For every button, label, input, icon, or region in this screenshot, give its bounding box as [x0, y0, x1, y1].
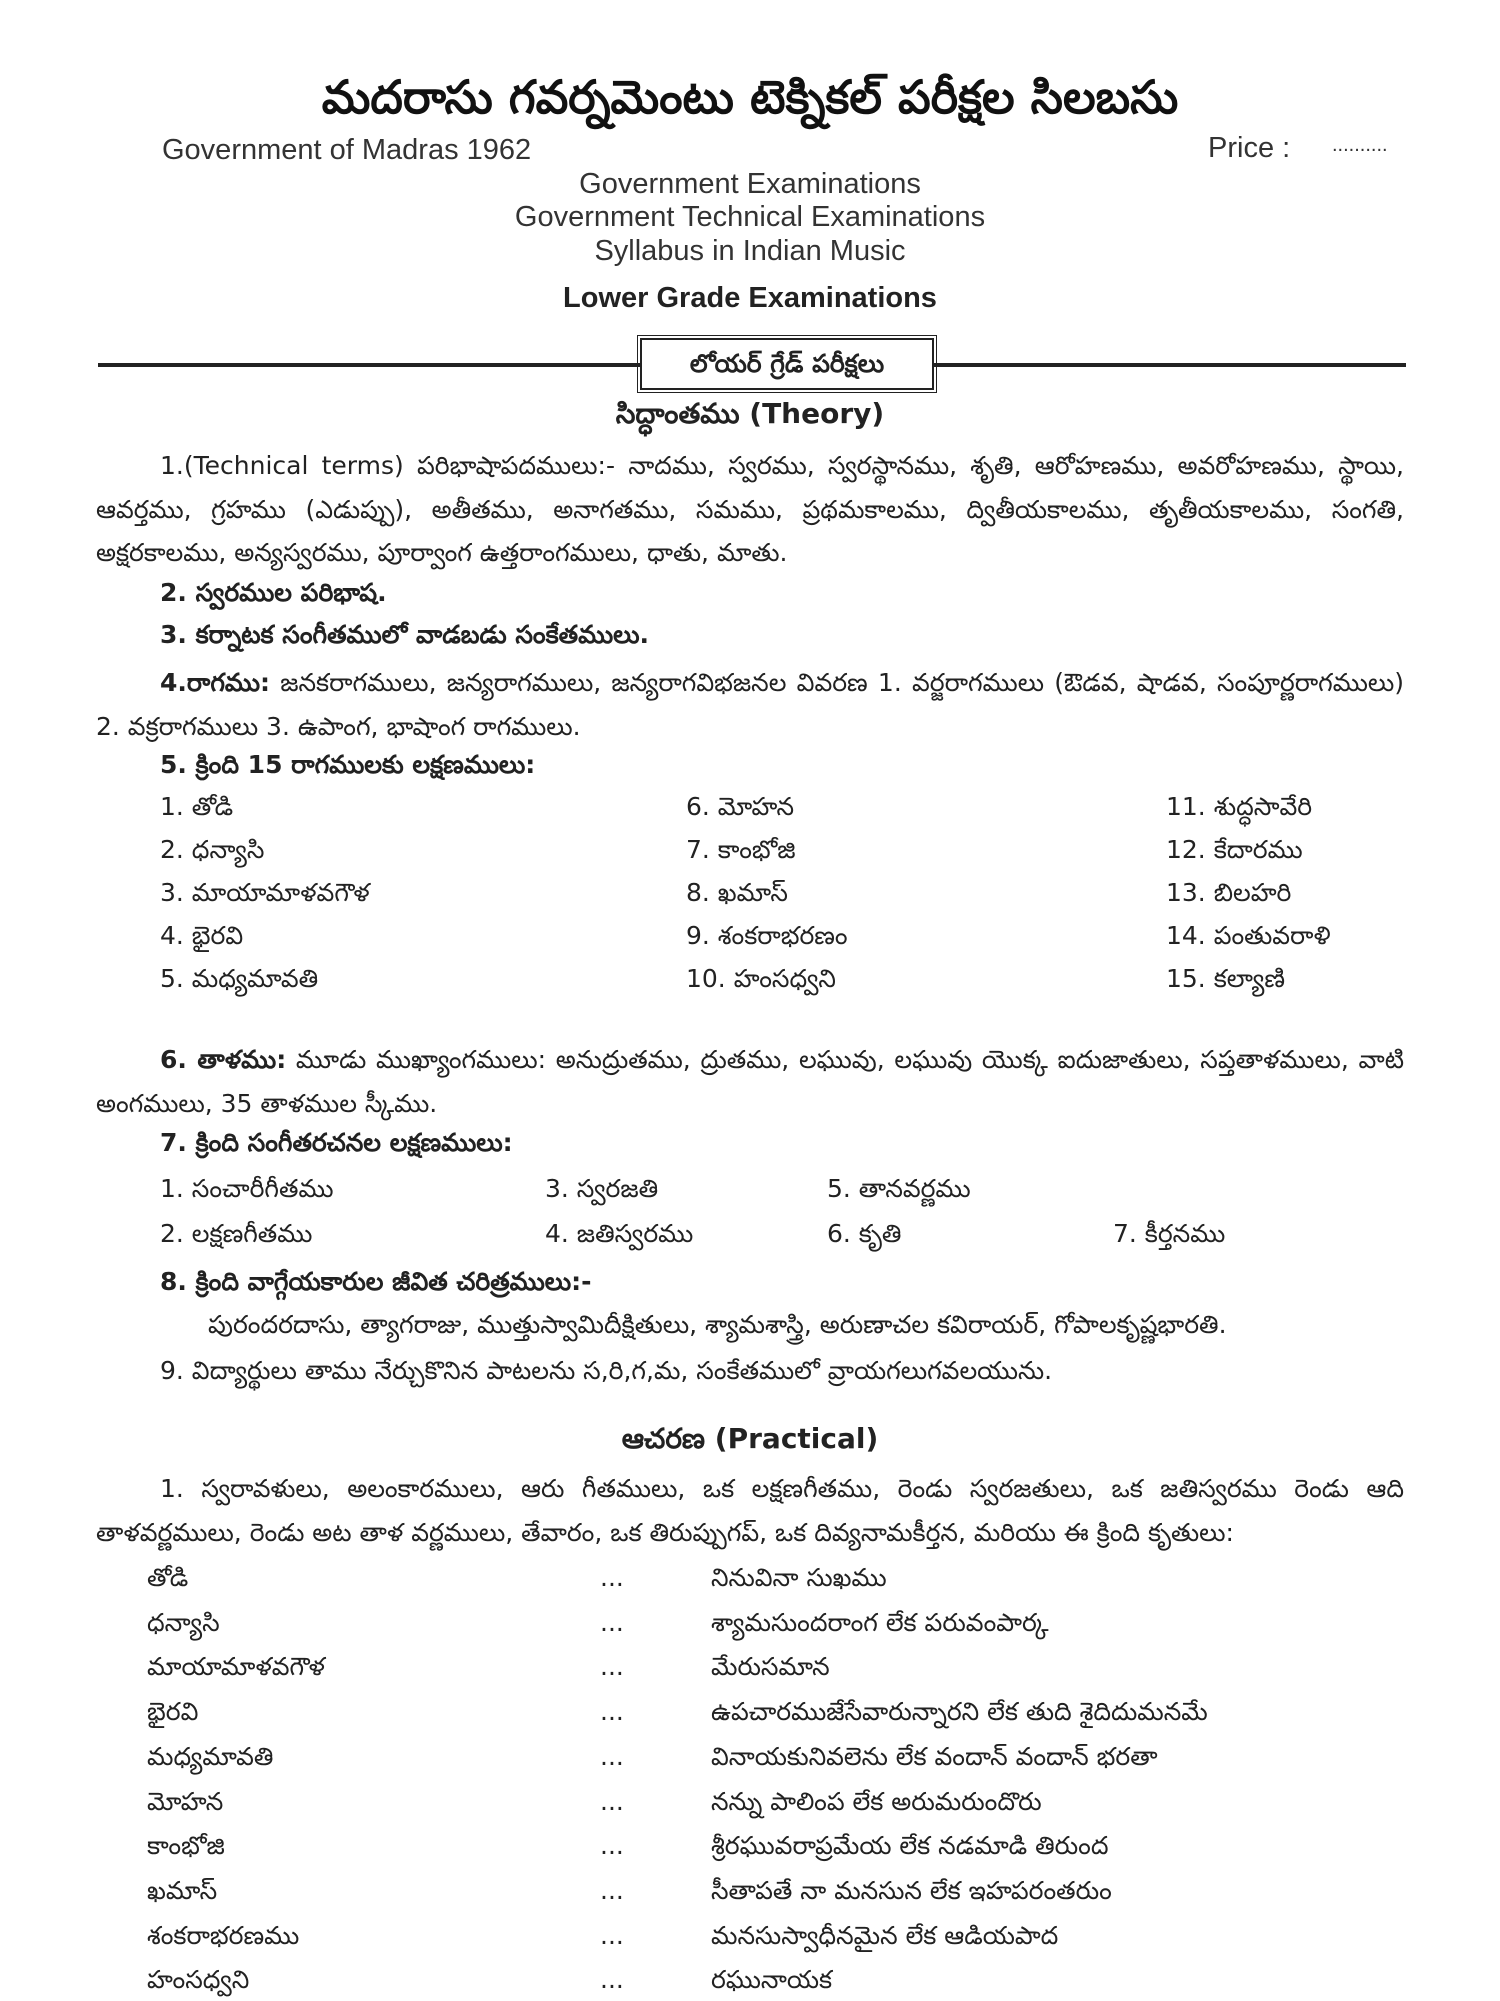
- song-title: మనసుస్వాధీనమైన లేక ఆడియపాద: [711, 1920, 1059, 1950]
- subtitle-1: Government Examinations: [579, 168, 921, 200]
- raga-item: 15. కల్యాణి: [1166, 964, 1286, 993]
- raga-item: 4. భైరవి: [160, 921, 244, 950]
- separator-dots: ...: [600, 1741, 624, 1771]
- song-title: నన్ను పాలింప లేక అరుమరుందొరు: [711, 1786, 1042, 1816]
- raga-item: 11. శుద్ధసావేరి: [1166, 792, 1313, 821]
- item-4-label: 4.రాగము:: [160, 668, 270, 697]
- grade-heading: Lower Grade Examinations: [563, 282, 937, 314]
- song-title: రఘునాయక: [711, 1965, 833, 1995]
- song-title: మేరుసమాన: [711, 1652, 830, 1682]
- subtitle-2: Government Technical Examinations: [514, 201, 986, 233]
- composition-item: 6. కృతి: [827, 1219, 902, 1248]
- raga-item: 3. మాయామాళవగౌళ: [160, 878, 370, 907]
- subtitle-3: Syllabus in Indian Music: [594, 235, 906, 267]
- page-title: మదరాసు గవర్నమెంటు టెక్నికల్ పరీక్షల సిలబసు: [321, 70, 1179, 124]
- item-4-text: జనకరాగములు, జన్యరాగములు, జన్యరాగవిభజనల వివరణ 1. వర్జరాగములు (ఔడవ, షాడవ, సంపూర్ణరాగములు) 2. వక్రరాగములు 3. ఉపాంగ, భాషాంగ రాగములు.: [96, 668, 1404, 741]
- theory-item-5: 5. క్రింది 15 రాగములకు లక్షణములు:: [160, 750, 536, 779]
- composition-item: 2. లక్షణగీతము: [160, 1219, 313, 1248]
- separator-dots: ...: [600, 1831, 624, 1861]
- separator-dots: ...: [600, 1875, 624, 1905]
- song-title: వినాయకునివలెను లేక వందాన్ వందాన్ భరతా: [711, 1741, 1158, 1771]
- song-title: శ్రీరఘువరాప్రమేయ లేక నడమాడి తిరుంద: [711, 1831, 1109, 1861]
- composition-item: 5. తానవర్ణము: [827, 1174, 971, 1203]
- song-raga: ఖమాస్: [147, 1875, 218, 1905]
- song-title: శ్యామసుందరాంగ లేక పరువంపార్క: [711, 1607, 1049, 1637]
- separator-dots: ...: [600, 1697, 624, 1727]
- theory-item-4: [96, 661, 1404, 748]
- raga-item: 5. మధ్యమావతి: [160, 964, 319, 993]
- song-raga: శంకరాభరణము: [147, 1920, 300, 1950]
- theory-item-8: 8. క్రింది వాగ్గేయకారుల జీవిత చరిత్రములు:-: [160, 1267, 592, 1296]
- song-raga: భైరవి: [147, 1697, 199, 1727]
- boxed-heading: లోయర్ గ్రేడ్ పరీక్షలు: [640, 338, 934, 390]
- separator-dots: ...: [600, 1607, 624, 1637]
- raga-item: 14. పంతువరాళి: [1166, 921, 1331, 950]
- divider-right: [930, 363, 1406, 367]
- government-label: Government of Madras 1962: [162, 134, 532, 166]
- song-raga: మోహన: [147, 1786, 224, 1816]
- composition-item: 1. సంచారీగీతము: [160, 1174, 334, 1203]
- song-raga: హంసధ్వని: [147, 1965, 250, 1995]
- song-raga: మధ్యమావతి: [147, 1741, 274, 1771]
- practical-heading: ఆచరణ (Practical): [621, 1422, 879, 1455]
- song-title: సీతాపతే నా మనసున లేక ఇహపరంతరుం: [711, 1875, 1112, 1905]
- practical-item-1: 1. స్వరావళులు, అలంకారములు, ఆరు గీతములు, ఒక లక్షణగీతము, రెండు స్వరజతులు, ఒక జతిస్వరము రెండు ఆది తాళవర్ణములు, రెండు అట తాళ వర్ణములు, తేవారం, ఒక తిరుప్పుగప్, ఒక దివ్యనామకీర్తన, మరియు ఈ క్రింది కృతులు:: [96, 1474, 1404, 1547]
- composition-item: 3. స్వరజతి: [545, 1174, 659, 1203]
- song-title: నినువినా సుఖము: [711, 1563, 887, 1592]
- song-raga: కాంభోజి: [147, 1831, 225, 1861]
- item-6-text: మూడు ముఖ్యాంగములు: అనుద్రుతము, ద్రుతము, లఘువు, లఘువు యొక్క ఐదుజాతులు, సప్తతాళములు, వాటి అంగములు, 35 తాళముల స్కీము.: [96, 1045, 1404, 1118]
- song-title: ఉపచారముజేసేవారున్నారని లేక తుది శైదిదుమనమే: [711, 1697, 1208, 1727]
- theory-item-6: [96, 1038, 1404, 1125]
- price-label: Price :: [1208, 132, 1291, 164]
- theory-item-9: 9. విద్యార్థులు తాము నేర్చుకొనిన పాటలను స,రి,గ,మ, సంకేతములో వ్రాయగలుగవలయును.: [160, 1356, 1053, 1385]
- raga-item: 13. బిలహరి: [1166, 878, 1292, 907]
- raga-item: 10. హంసధ్వని: [686, 964, 836, 993]
- divider-left: [98, 363, 643, 367]
- separator-dots: ...: [600, 1652, 624, 1682]
- theory-item-2: 2. స్వరముల పరిభాష.: [160, 578, 387, 607]
- composition-item: 7. కీర్తనము: [1113, 1219, 1226, 1248]
- raga-item: 9. శంకరాభరణం: [686, 921, 848, 950]
- theory-item-1: 1.(Technical terms) పరిభాషాపదములు:- నాదము, స్వరము, స్వరస్థానము, శృతి, ఆరోహణము, అవరోహణము, స్థాయి, ఆవర్తము, గ్రహము (ఎడుప్పు), అతీతము, అనాగతము, సమము, ప్రథమకాలము, ద్వితీయకాలము, తృతీయకాలము, సంగతి, అక్షరకాలము, అన్యస్వరము, పూర్వాంగ ఉత్తరాంగములు, ధాతు, మాతు.: [96, 451, 1404, 567]
- song-raga: తోడి: [147, 1563, 189, 1592]
- raga-item: 2. ధన్యాసి: [160, 835, 265, 864]
- raga-item: 7. కాంభోజి: [686, 835, 796, 864]
- raga-item: 8. ఖమాస్: [686, 878, 788, 907]
- raga-item: 1. తోడి: [160, 792, 234, 821]
- song-raga: ధన్యాసి: [147, 1607, 220, 1637]
- song-raga: మాయామాళవగౌళ: [147, 1652, 325, 1682]
- theory-item-7: 7. క్రింది సంగీతరచనల లక్షణములు:: [160, 1128, 513, 1157]
- separator-dots: ...: [600, 1786, 624, 1816]
- raga-item: 12. కేదారము: [1166, 835, 1303, 864]
- separator-dots: ...: [600, 1920, 624, 1950]
- price-value: ..........: [1332, 134, 1388, 156]
- theory-heading: సిద్ధాంతము (Theory): [615, 397, 885, 430]
- theory-item-3: 3. కర్నాటక సంగీతములో వాడబడు సంకేతములు.: [160, 620, 650, 649]
- composition-item: 4. జతిస్వరము: [545, 1219, 694, 1248]
- raga-item: 6. మోహన: [686, 792, 795, 821]
- separator-dots: ...: [600, 1965, 624, 1995]
- item-6-label: 6. తాళము:: [160, 1045, 287, 1074]
- separator-dots: ...: [600, 1563, 624, 1592]
- composers-list: పురందరదాసు, త్యాగరాజు, ముత్తుస్వామిదీక్షితులు, శ్యామశాస్త్రి, అరుణాచల కవిరాయర్, గోపాలకృష్ణభారతి.: [208, 1310, 1227, 1339]
